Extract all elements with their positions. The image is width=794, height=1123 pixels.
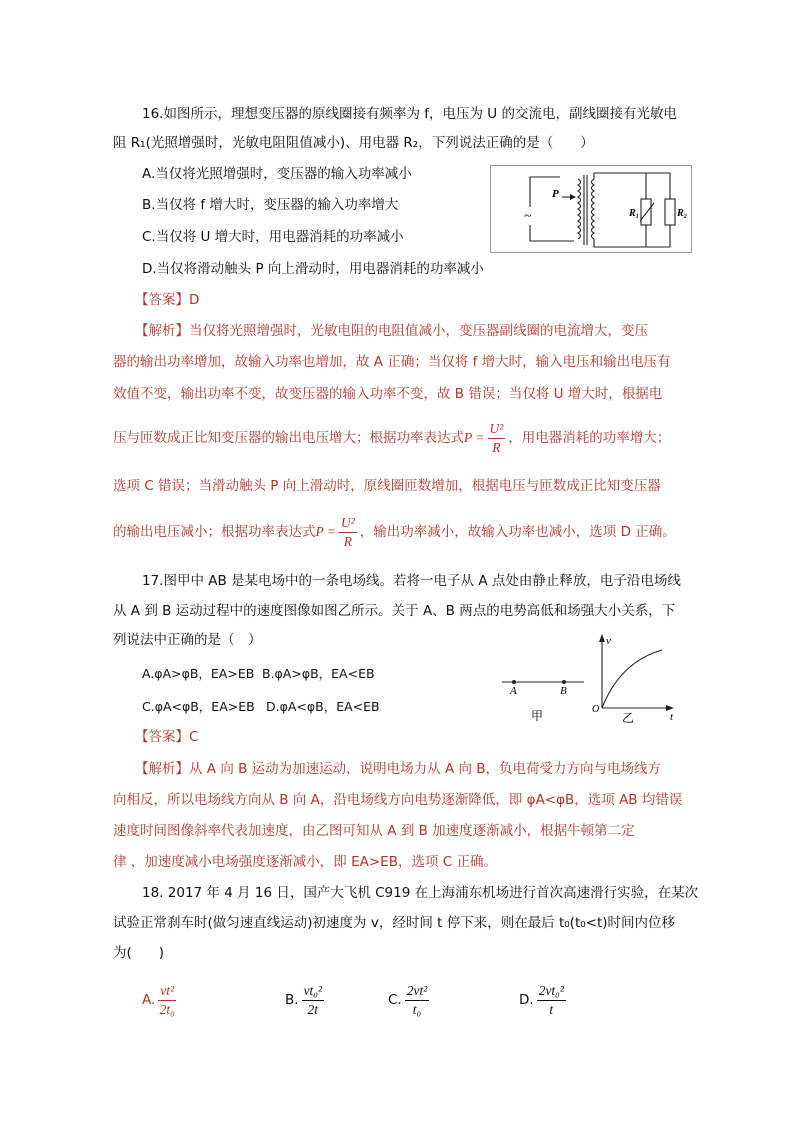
label-jia: 甲 [531, 709, 544, 723]
q18-option-d: D. $\frac{\text{2vt₀²}}{t}$ [519, 982, 564, 1017]
label-p: P [552, 188, 559, 200]
q16-option-a: A.当仅将光照增强时，变压器的输入功率减小 [142, 166, 412, 182]
q17-option-d: D.φA<φB，EA<EB [266, 699, 380, 714]
q17-stem-line1: 17.图甲中 AB 是某电场中的一条电场线。若将一电子从 A 点处由静止释放，电子沿电场线 [142, 573, 681, 589]
q18-option-b: B. $\frac{\text{vt₀²}}{2t}$ [285, 982, 323, 1017]
q17-option-a: A.φA>φB，EA>EB [142, 666, 255, 681]
q17-answer [135, 727, 198, 747]
q17-analysis-line4: 律 ，加速度减小电场强度逐渐减小，即 EA>EB，选项 C 正确。 [113, 854, 497, 870]
q16-analysis-line1: 【解析】当仅将光照增强时，光敏电阻的电阻值减小，变压器副线圈的电流增大，变压 [135, 323, 648, 339]
label-yi: 乙 [622, 711, 635, 724]
q17-option-c: C.φA<φB，EA>EB [142, 699, 255, 714]
label-a: A [510, 685, 517, 697]
label-t: t [670, 711, 674, 723]
q16-analysis-line4: 压与匝数成正比知变压器的输出电压增大；根据功率表达式P = $\frac{\text{U²}}{R}$ ，用电器消耗的功率增大； [113, 420, 671, 455]
analysis-label: 【解析】 [135, 761, 189, 777]
q17-analysis-line3: 速度时间图像斜率代表加速度，由乙图可知从 A 到 B 加速度逐渐减小，根据牛顿第二定 [113, 823, 635, 839]
q16-option-d: D.当仅将滑动触头 P 向上滑动时，用电器消耗的功率减小 [142, 261, 484, 277]
q17-stem-line2: 从 A 到 B 运动过程中的速度图像如图乙所示。关于 A、B 两点的电势高低和场强大小关系，下 [113, 603, 676, 619]
q17-option-b: B.φA>φB，EA<EB [262, 666, 375, 681]
q18-stem-line1: 18. 2017 年 4 月 16 日，国产大飞机 C919 在上海浦东机场进行首次高速滑行实验，在某次 [142, 885, 699, 901]
velocity-curve [602, 650, 662, 708]
answer-value: D [189, 292, 200, 308]
answer-label: 【答案】 [135, 729, 189, 745]
q16-stem-line2: 阻 R₁(光照增强时，光敏电阻阻值减小)、用电器 R₂，下列说法正确的是（ ） [113, 135, 594, 151]
q16-analysis-line5: 选项 C 错误；当滑动触头 P 向上滑动时，原线圈匝数增加，根据电压与匝数成正比知变压器 [113, 478, 661, 494]
q18-stem-line3: 为( ) [113, 945, 165, 961]
label-ac-source: ~ [524, 209, 532, 224]
q18-option-c: C. $\frac{\text{2vt²}}{\text{t₀}}$ [388, 982, 428, 1017]
label-o: O [592, 704, 600, 715]
q16-analysis-line2: 器的输出功率增加，故输入功率也增加，故 A 正确；当仅将 f 增大时，输入电压和输出电压有 [113, 354, 671, 370]
point-a [512, 680, 516, 684]
label-v: v [606, 635, 611, 647]
q17-analysis-line1: 【解析】从 A 向 B 运动为加速运动，说明电场力从 A 向 B，负电荷受力方向与电场线方 [135, 761, 662, 777]
q16-option-b: B.当仅将 f 增大时，变压器的输入功率增大 [142, 197, 399, 213]
q18-option-a: A. $\frac{\text{vt²}}{\text{2t₀}}$ [142, 982, 175, 1017]
q17-analysis-line2: 向相反，所以电场线方向从 B 向 A，沿电场线方向电势逐渐降低，即 φA<φB，选项 AB 均错误 [113, 792, 683, 808]
transformer-circuit-diagram [490, 165, 692, 253]
label-r2: R₂ [677, 208, 688, 219]
q16-stem-line1: 16.如图所示，理想变压器的原线圈接有频率为 f，电压为 U 的交流电，副线圈接有光敏电 [142, 106, 677, 122]
point-b [562, 680, 566, 684]
answer-label: 【答案】 [135, 292, 189, 308]
q16-answer [135, 290, 199, 310]
analysis-label: 【解析】 [135, 323, 189, 339]
label-b: B [560, 685, 567, 697]
label-r1: R₁ [629, 208, 640, 219]
power-formula-2: $\frac{\text{U²}}{R}$ [341, 514, 355, 549]
q18-stem-line2: 试验正常刹车时(做匀速直线运动)初速度为 v，经时间 t 停下来，则在最后 t₀(t₀<t)时间内位移 [113, 915, 676, 931]
power-formula: $\frac{\text{U²}}{R}$ [489, 420, 504, 455]
q16-option-c: C.当仅将 U 增大时，用电器消耗的功率减小 [142, 229, 404, 245]
electric-field-and-vt-figure [498, 632, 688, 724]
q16-analysis-line3: 效值不变，输出功率不变，故变压器的输入功率不变，故 B 错误；当仅将 U 增大时，根据电 [113, 386, 663, 402]
answer-value: C [189, 729, 199, 745]
q17-stem-line3: 列说法中正确的是（ ） [113, 632, 262, 648]
q16-analysis-line6: 的输出电压减小；根据功率表达式P = $\frac{\text{U²}}{R}$ ，输出功率减小，故输入功率也减小，选项 D 正确。 [113, 514, 676, 549]
